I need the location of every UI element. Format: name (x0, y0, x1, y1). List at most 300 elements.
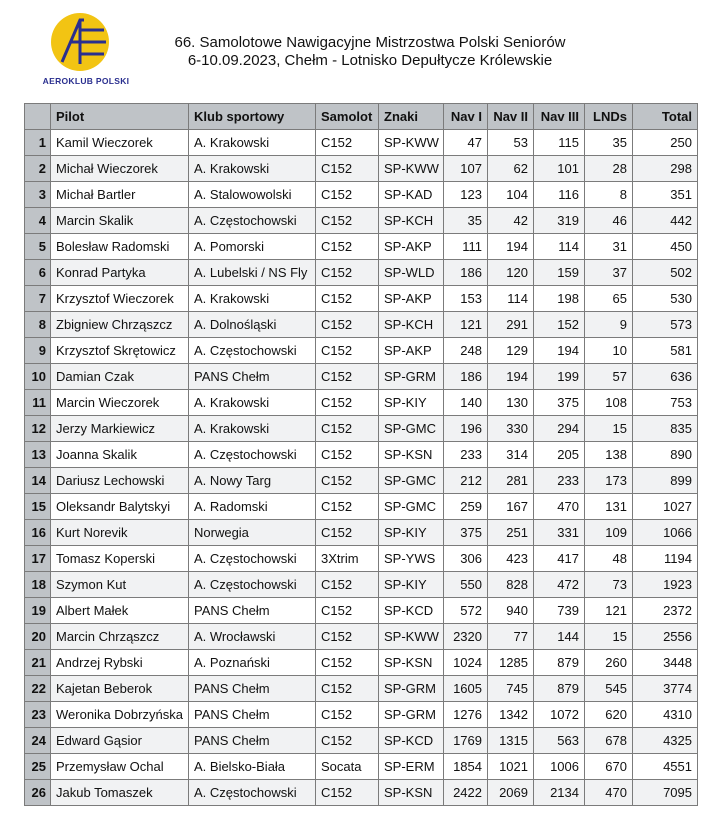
table-row (25, 312, 698, 338)
cell-aircraft: 3Xtrim (316, 546, 379, 572)
cell-pilot: Przemysław Ochal (51, 754, 189, 780)
cell-total: 3448 (633, 650, 698, 676)
cell-pilot: Albert Małek (51, 598, 189, 624)
cell-total: 2556 (633, 624, 698, 650)
cell-aircraft: C152 (316, 520, 379, 546)
cell-club: A. Częstochowski (189, 546, 316, 572)
cell-nav3: 1006 (534, 754, 585, 780)
cell-nav2: 828 (488, 572, 534, 598)
cell-lnds: 173 (585, 468, 633, 494)
cell-nav1: 248 (444, 338, 488, 364)
cell-nav2: 1021 (488, 754, 534, 780)
cell-lnds: 73 (585, 572, 633, 598)
cell-nav1: 153 (444, 286, 488, 312)
cell-lnds: 121 (585, 598, 633, 624)
cell-nav1: 111 (444, 234, 488, 260)
cell-nav3: 198 (534, 286, 585, 312)
cell-club: A. Stalowowolski (189, 182, 316, 208)
cell-nav1: 186 (444, 260, 488, 286)
cell-lnds: 37 (585, 260, 633, 286)
cell-registration: SP-KWW (379, 624, 444, 650)
header-registration: Znaki (379, 104, 444, 130)
cell-club: A. Częstochowski (189, 338, 316, 364)
cell-pilot: Szymon Kut (51, 572, 189, 598)
cell-nav3: 563 (534, 728, 585, 754)
cell-total: 636 (633, 364, 698, 390)
title-line-1: 66. Samolotowe Nawigacyjne Mistrzostwa Polski Seniorów (174, 34, 566, 51)
cell-nav3: 101 (534, 156, 585, 182)
cell-lnds: 670 (585, 754, 633, 780)
cell-nav2: 314 (488, 442, 534, 468)
cell-aircraft: C152 (316, 208, 379, 234)
aeroklub-logo (36, 12, 136, 92)
cell-lnds: 9 (585, 312, 633, 338)
document-title (130, 34, 610, 70)
cell-nav1: 1854 (444, 754, 488, 780)
table-row (25, 338, 698, 364)
cell-aircraft: C152 (316, 312, 379, 338)
cell-rank: 13 (25, 442, 51, 468)
cell-pilot: Andrzej Rybski (51, 650, 189, 676)
cell-registration: SP-KAD (379, 182, 444, 208)
cell-lnds: 48 (585, 546, 633, 572)
cell-nav2: 114 (488, 286, 534, 312)
cell-lnds: 10 (585, 338, 633, 364)
cell-nav1: 1276 (444, 702, 488, 728)
cell-rank: 11 (25, 390, 51, 416)
header-nav3: Nav III (534, 104, 585, 130)
cell-nav1: 140 (444, 390, 488, 416)
cell-pilot: Oleksandr Balytskyi (51, 494, 189, 520)
table-row (25, 572, 698, 598)
cell-lnds: 28 (585, 156, 633, 182)
cell-nav1: 306 (444, 546, 488, 572)
cell-nav2: 42 (488, 208, 534, 234)
cell-nav1: 186 (444, 364, 488, 390)
cell-total: 573 (633, 312, 698, 338)
cell-nav3: 152 (534, 312, 585, 338)
cell-registration: SP-GMC (379, 416, 444, 442)
cell-registration: SP-KSN (379, 650, 444, 676)
cell-total: 3774 (633, 676, 698, 702)
cell-nav3: 739 (534, 598, 585, 624)
cell-club: PANS Chełm (189, 702, 316, 728)
table-header-row (25, 104, 698, 130)
cell-rank: 5 (25, 234, 51, 260)
cell-registration: SP-GMC (379, 468, 444, 494)
cell-nav3: 472 (534, 572, 585, 598)
table-row (25, 260, 698, 286)
cell-club: A. Pomorski (189, 234, 316, 260)
cell-pilot: Michał Bartler (51, 182, 189, 208)
cell-lnds: 678 (585, 728, 633, 754)
cell-club: A. Krakowski (189, 156, 316, 182)
cell-registration: SP-WLD (379, 260, 444, 286)
cell-lnds: 15 (585, 416, 633, 442)
cell-nav3: 194 (534, 338, 585, 364)
table-row (25, 650, 698, 676)
cell-aircraft: C152 (316, 728, 379, 754)
header-aircraft: Samolot (316, 104, 379, 130)
cell-rank: 18 (25, 572, 51, 598)
results-table (24, 103, 698, 806)
cell-rank: 15 (25, 494, 51, 520)
cell-registration: SP-KIY (379, 572, 444, 598)
cell-rank: 20 (25, 624, 51, 650)
cell-rank: 21 (25, 650, 51, 676)
cell-lnds: 470 (585, 780, 633, 806)
cell-club: PANS Chełm (189, 364, 316, 390)
cell-total: 835 (633, 416, 698, 442)
cell-rank: 14 (25, 468, 51, 494)
cell-pilot: Jakub Tomaszek (51, 780, 189, 806)
cell-nav1: 572 (444, 598, 488, 624)
cell-total: 1923 (633, 572, 698, 598)
cell-club: PANS Chełm (189, 728, 316, 754)
cell-registration: SP-ERM (379, 754, 444, 780)
cell-aircraft: C152 (316, 260, 379, 286)
cell-club: A. Krakowski (189, 416, 316, 442)
cell-club: A. Częstochowski (189, 780, 316, 806)
cell-total: 1194 (633, 546, 698, 572)
cell-rank: 8 (25, 312, 51, 338)
cell-nav1: 107 (444, 156, 488, 182)
cell-nav2: 194 (488, 364, 534, 390)
cell-aircraft: C152 (316, 416, 379, 442)
cell-registration: SP-KWW (379, 130, 444, 156)
cell-nav2: 251 (488, 520, 534, 546)
cell-total: 502 (633, 260, 698, 286)
cell-club: A. Bielsko-Biała (189, 754, 316, 780)
cell-pilot: Michał Wieczorek (51, 156, 189, 182)
cell-nav1: 35 (444, 208, 488, 234)
cell-registration: SP-AKP (379, 234, 444, 260)
cell-nav1: 259 (444, 494, 488, 520)
cell-aircraft: C152 (316, 234, 379, 260)
header-pilot: Pilot (51, 104, 189, 130)
table-row (25, 390, 698, 416)
cell-nav2: 130 (488, 390, 534, 416)
cell-registration: SP-KIY (379, 390, 444, 416)
cell-lnds: 260 (585, 650, 633, 676)
cell-aircraft: C152 (316, 702, 379, 728)
cell-total: 1027 (633, 494, 698, 520)
cell-registration: SP-KSN (379, 442, 444, 468)
cell-club: A. Częstochowski (189, 442, 316, 468)
cell-total: 351 (633, 182, 698, 208)
cell-nav3: 159 (534, 260, 585, 286)
cell-rank: 12 (25, 416, 51, 442)
cell-nav2: 167 (488, 494, 534, 520)
cell-total: 4325 (633, 728, 698, 754)
cell-nav2: 745 (488, 676, 534, 702)
cell-pilot: Damian Czak (51, 364, 189, 390)
table-row (25, 364, 698, 390)
table-row (25, 234, 698, 260)
cell-lnds: 109 (585, 520, 633, 546)
cell-rank: 4 (25, 208, 51, 234)
cell-nav3: 144 (534, 624, 585, 650)
page-header (0, 0, 722, 100)
table-row (25, 494, 698, 520)
cell-nav1: 121 (444, 312, 488, 338)
cell-aircraft: C152 (316, 650, 379, 676)
cell-rank: 10 (25, 364, 51, 390)
aeroklub-emblem-icon (50, 12, 110, 72)
cell-nav2: 281 (488, 468, 534, 494)
cell-aircraft: C152 (316, 494, 379, 520)
cell-registration: SP-KWW (379, 156, 444, 182)
cell-nav3: 879 (534, 676, 585, 702)
table-row (25, 208, 698, 234)
cell-nav1: 2320 (444, 624, 488, 650)
cell-registration: SP-GRM (379, 364, 444, 390)
cell-aircraft: C152 (316, 598, 379, 624)
cell-nav3: 2134 (534, 780, 585, 806)
table-row (25, 416, 698, 442)
cell-rank: 17 (25, 546, 51, 572)
cell-pilot: Joanna Skalik (51, 442, 189, 468)
table-row (25, 728, 698, 754)
table-row (25, 702, 698, 728)
header-rank (25, 104, 51, 130)
cell-nav2: 423 (488, 546, 534, 572)
cell-nav1: 550 (444, 572, 488, 598)
header-nav1: Nav I (444, 104, 488, 130)
cell-total: 753 (633, 390, 698, 416)
cell-pilot: Tomasz Koperski (51, 546, 189, 572)
cell-aircraft: C152 (316, 780, 379, 806)
cell-rank: 24 (25, 728, 51, 754)
cell-nav2: 120 (488, 260, 534, 286)
cell-nav3: 319 (534, 208, 585, 234)
cell-nav1: 1769 (444, 728, 488, 754)
table-row (25, 780, 698, 806)
cell-club: A. Radomski (189, 494, 316, 520)
cell-club: Norwegia (189, 520, 316, 546)
cell-nav2: 1342 (488, 702, 534, 728)
cell-aircraft: C152 (316, 286, 379, 312)
cell-nav2: 1285 (488, 650, 534, 676)
cell-pilot: Marcin Skalik (51, 208, 189, 234)
cell-pilot: Krzysztof Wieczorek (51, 286, 189, 312)
table-row (25, 442, 698, 468)
cell-nav1: 196 (444, 416, 488, 442)
cell-total: 2372 (633, 598, 698, 624)
cell-nav3: 205 (534, 442, 585, 468)
cell-nav3: 114 (534, 234, 585, 260)
cell-nav3: 417 (534, 546, 585, 572)
cell-total: 530 (633, 286, 698, 312)
cell-aircraft: C152 (316, 468, 379, 494)
table-row (25, 520, 698, 546)
table-row (25, 468, 698, 494)
table-row (25, 598, 698, 624)
cell-club: A. Wrocławski (189, 624, 316, 650)
cell-nav3: 294 (534, 416, 585, 442)
cell-nav1: 212 (444, 468, 488, 494)
cell-rank: 26 (25, 780, 51, 806)
cell-rank: 23 (25, 702, 51, 728)
cell-nav2: 194 (488, 234, 534, 260)
cell-club: A. Krakowski (189, 286, 316, 312)
cell-nav2: 53 (488, 130, 534, 156)
cell-club: A. Dolnośląski (189, 312, 316, 338)
cell-nav2: 77 (488, 624, 534, 650)
cell-rank: 1 (25, 130, 51, 156)
cell-total: 450 (633, 234, 698, 260)
cell-nav3: 199 (534, 364, 585, 390)
cell-nav3: 115 (534, 130, 585, 156)
cell-nav3: 470 (534, 494, 585, 520)
cell-nav2: 1315 (488, 728, 534, 754)
cell-pilot: Marcin Wieczorek (51, 390, 189, 416)
cell-lnds: 8 (585, 182, 633, 208)
cell-rank: 6 (25, 260, 51, 286)
cell-nav1: 47 (444, 130, 488, 156)
cell-nav2: 62 (488, 156, 534, 182)
cell-total: 7095 (633, 780, 698, 806)
cell-lnds: 31 (585, 234, 633, 260)
cell-nav1: 233 (444, 442, 488, 468)
cell-rank: 25 (25, 754, 51, 780)
cell-aircraft: C152 (316, 338, 379, 364)
cell-aircraft: C152 (316, 364, 379, 390)
cell-lnds: 35 (585, 130, 633, 156)
cell-rank: 3 (25, 182, 51, 208)
results-body (25, 130, 698, 806)
header-nav2: Nav II (488, 104, 534, 130)
cell-nav3: 233 (534, 468, 585, 494)
cell-pilot: Dariusz Lechowski (51, 468, 189, 494)
cell-registration: SP-YWS (379, 546, 444, 572)
cell-registration: SP-AKP (379, 338, 444, 364)
cell-total: 4310 (633, 702, 698, 728)
cell-lnds: 620 (585, 702, 633, 728)
cell-registration: SP-GRM (379, 676, 444, 702)
cell-registration: SP-AKP (379, 286, 444, 312)
cell-nav2: 129 (488, 338, 534, 364)
cell-lnds: 108 (585, 390, 633, 416)
cell-nav2: 2069 (488, 780, 534, 806)
cell-aircraft: C152 (316, 130, 379, 156)
cell-pilot: Bolesław Radomski (51, 234, 189, 260)
cell-aircraft: C152 (316, 442, 379, 468)
cell-lnds: 46 (585, 208, 633, 234)
cell-total: 298 (633, 156, 698, 182)
table-row (25, 130, 698, 156)
cell-pilot: Edward Gąsior (51, 728, 189, 754)
cell-nav3: 1072 (534, 702, 585, 728)
cell-club: A. Częstochowski (189, 572, 316, 598)
cell-aircraft: C152 (316, 676, 379, 702)
cell-nav3: 375 (534, 390, 585, 416)
cell-pilot: Konrad Partyka (51, 260, 189, 286)
cell-nav1: 123 (444, 182, 488, 208)
cell-pilot: Kajetan Beberok (51, 676, 189, 702)
cell-pilot: Krzysztof Skrętowicz (51, 338, 189, 364)
cell-lnds: 65 (585, 286, 633, 312)
table-row (25, 624, 698, 650)
cell-total: 4551 (633, 754, 698, 780)
cell-aircraft: C152 (316, 572, 379, 598)
cell-registration: SP-KIY (379, 520, 444, 546)
cell-nav1: 1024 (444, 650, 488, 676)
cell-registration: SP-GRM (379, 702, 444, 728)
cell-rank: 22 (25, 676, 51, 702)
cell-nav1: 375 (444, 520, 488, 546)
header-total: Total (633, 104, 698, 130)
cell-total: 250 (633, 130, 698, 156)
cell-rank: 7 (25, 286, 51, 312)
cell-club: PANS Chełm (189, 676, 316, 702)
cell-total: 581 (633, 338, 698, 364)
cell-total: 1066 (633, 520, 698, 546)
cell-registration: SP-GMC (379, 494, 444, 520)
cell-rank: 2 (25, 156, 51, 182)
cell-club: A. Poznański (189, 650, 316, 676)
table-row (25, 546, 698, 572)
cell-total: 899 (633, 468, 698, 494)
cell-club: PANS Chełm (189, 598, 316, 624)
cell-registration: SP-KCD (379, 598, 444, 624)
cell-lnds: 57 (585, 364, 633, 390)
cell-pilot: Zbigniew Chrząszcz (51, 312, 189, 338)
table-row (25, 676, 698, 702)
cell-aircraft: Socata (316, 754, 379, 780)
cell-rank: 16 (25, 520, 51, 546)
cell-pilot: Kamil Wieczorek (51, 130, 189, 156)
cell-total: 442 (633, 208, 698, 234)
cell-club: A. Krakowski (189, 390, 316, 416)
cell-nav2: 940 (488, 598, 534, 624)
cell-club: A. Lubelski / NS Fly (189, 260, 316, 286)
cell-club: A. Nowy Targ (189, 468, 316, 494)
cell-total: 890 (633, 442, 698, 468)
cell-registration: SP-KCH (379, 208, 444, 234)
cell-nav3: 331 (534, 520, 585, 546)
cell-nav1: 2422 (444, 780, 488, 806)
cell-pilot: Jerzy Markiewicz (51, 416, 189, 442)
table-row (25, 754, 698, 780)
table-row (25, 156, 698, 182)
cell-club: A. Częstochowski (189, 208, 316, 234)
title-line-2: 6-10.09.2023, Chełm - Lotnisko Depułtycze Królewskie (187, 52, 553, 69)
cell-nav3: 116 (534, 182, 585, 208)
table-row (25, 182, 698, 208)
cell-aircraft: C152 (316, 182, 379, 208)
cell-rank: 9 (25, 338, 51, 364)
cell-aircraft: C152 (316, 156, 379, 182)
cell-pilot: Weronika Dobrzyńska (51, 702, 189, 728)
cell-club: A. Krakowski (189, 130, 316, 156)
table-row (25, 286, 698, 312)
cell-lnds: 15 (585, 624, 633, 650)
cell-registration: SP-KSN (379, 780, 444, 806)
cell-rank: 19 (25, 598, 51, 624)
cell-nav3: 879 (534, 650, 585, 676)
cell-lnds: 138 (585, 442, 633, 468)
cell-lnds: 545 (585, 676, 633, 702)
cell-lnds: 131 (585, 494, 633, 520)
cell-nav2: 291 (488, 312, 534, 338)
cell-registration: SP-KCH (379, 312, 444, 338)
header-club: Klub sportowy (189, 104, 316, 130)
cell-nav1: 1605 (444, 676, 488, 702)
cell-nav2: 330 (488, 416, 534, 442)
cell-pilot: Marcin Chrząszcz (51, 624, 189, 650)
header-lnds: LNDs (585, 104, 633, 130)
